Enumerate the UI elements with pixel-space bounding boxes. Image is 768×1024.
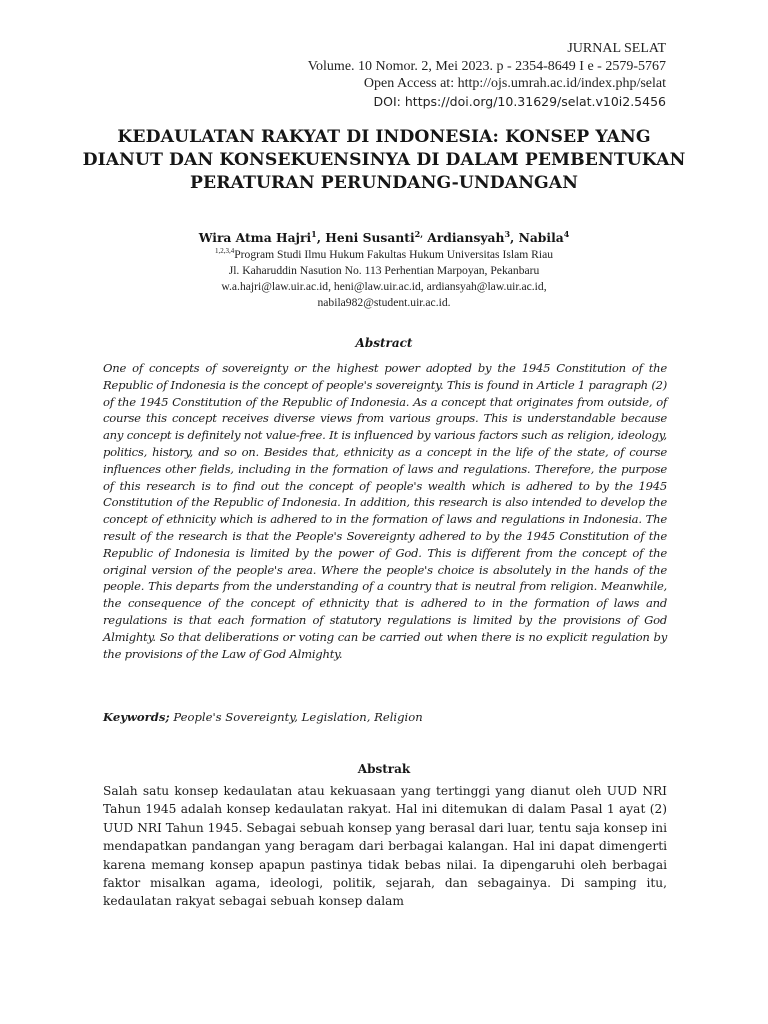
- title-line: KEDAULATAN RAKYAT DI INDONESIA: KONSEP YANG: [117, 127, 651, 147]
- affiliation-marker: 1,2,3,4: [214, 247, 235, 256]
- author-name: Heni Susanti: [325, 230, 415, 245]
- journal-name: JURNAL SELAT: [567, 41, 666, 56]
- abstract-paragraph: One of concepts of sovereignty or the highest power adopted by the 1945 Constitution of the Republic of Indonesia is the concept of people's sovereignty. This is found in Article 1 paragraph (2) of the 1945 Constitution of the Republic of Indonesia. As a concept that originates from outside, of course this concept receives diverse views from various groups. This is understandable because any concept is definitely not value-free. It is influenced by various factors such as religion, ideology, politics, history, and so on. Besides that, ethnicity as a concept in the life of the state, of course influences other fields, including in the formation of laws and regulations. Therefore, the purpose of this research is to find out the concept of people's wealth which is adhered to by the 1945 Constitution of the Republic of Indonesia. In addition, this research is also intended to develop the concept of ethnicity which is adhered to in the formation of laws and regulations in Indonesia. The result of the research is that the People's Sovereignty adhered to by the 1945 Constitution of the Republic of Indonesia is limited by the power of God. This is different from the concept of the original version of the people's area. Where the people's choice is absolutely in the hands of the people. This departs from the understanding of a country that is neutral from religion. Meanwhile, the consequence of the concept of ethnicity that is adhered to in the formation of laws and regulations is that each formation of statutory regulations is limited by the provisions of God Almighty. So that deliberations or voting can be carried out when there is no explicit regulation by the provisions of the Law of God Almighty.: [103, 361, 667, 661]
- author-affiliation-marker: 3: [504, 228, 511, 239]
- affiliation-address: Jl. Kaharuddin Nasution No. 113 Perhentian Marpoyan, Pekanbaru: [228, 264, 540, 277]
- author-separator: ,: [316, 230, 326, 245]
- journal-header: [308, 40, 666, 110]
- keywords-label: Keywords;: [103, 710, 170, 724]
- journal-doi: DOI: https://doi.org/10.31629/selat.v10i2.5456: [373, 93, 666, 109]
- author-affiliation-marker: 1: [311, 228, 317, 239]
- author-list: [60, 230, 708, 245]
- abstract-heading: Abstract: [355, 336, 413, 350]
- paper-title: [60, 126, 708, 195]
- author-affiliation-marker: 4: [563, 228, 570, 239]
- author-name: Nabila: [518, 230, 564, 245]
- title-line: DIANUT DAN KONSEKUENSINYA DI DALAM PEMBENTUKAN: [82, 150, 686, 170]
- affiliation-institution-line: [60, 247, 708, 263]
- abstrak-text: [103, 782, 667, 911]
- abstract-text: [103, 360, 667, 662]
- keywords-value: People's Sovereignty, Legislation, Religion: [169, 710, 423, 724]
- abstrak-heading: Abstrak: [357, 762, 411, 776]
- author-name: Wira Atma Hajri: [198, 230, 312, 245]
- author-affiliation-marker: 2,: [414, 228, 423, 239]
- author-separator: ,: [510, 230, 519, 245]
- abstrak-paragraph: Salah satu konsep kedaulatan atau kekuasaan yang tertinggi yang dianut oleh UUD NRI Tahun 1945 adalah konsep kedaulatan rakyat. Hal ini ditemukan di dalam Pasal 1 ayat (2) UUD NRI Tahun 1945. Sebagai sebuah konsep yang berasal dari luar, tentu saja konsep ini mendapatkan pandangan yang beragam dari berbagai kalangan. Hal ini dapat dimengerti karena memang konsep apapun pastinya tidak bebas nilai. Ia dipengaruhi oleh berbagai faktor misalkan agama, ideologi, politik, sejarah, dan sebagainya. Di samping itu, kedaulatan rakyat sebagai sebuah konsep dalam: [103, 784, 668, 909]
- affiliation-institution: Program Studi Ilmu Hukum Fakultas Hukum Universitas Islam Riau: [234, 248, 554, 261]
- journal-open-access: Open Access at: http://ojs.umrah.ac.id/index.php/selat: [363, 76, 666, 91]
- author-name: Ardiansyah: [427, 230, 505, 245]
- keywords-line: [103, 710, 667, 724]
- journal-volume: Volume. 10 Nomor. 2, Mei 2023. p - 2354-8649 I e - 2579-5767: [307, 58, 666, 74]
- title-line: PERATURAN PERUNDANG-UNDANGAN: [189, 173, 579, 193]
- author-emails: w.a.hajri@law.uir.ac.id, heni@law.uir.ac.id, ardiansyah@law.uir.ac.id,: [221, 280, 547, 293]
- affiliation-block: [60, 247, 708, 311]
- author-emails: nabila982@student.uir.ac.id.: [317, 296, 451, 309]
